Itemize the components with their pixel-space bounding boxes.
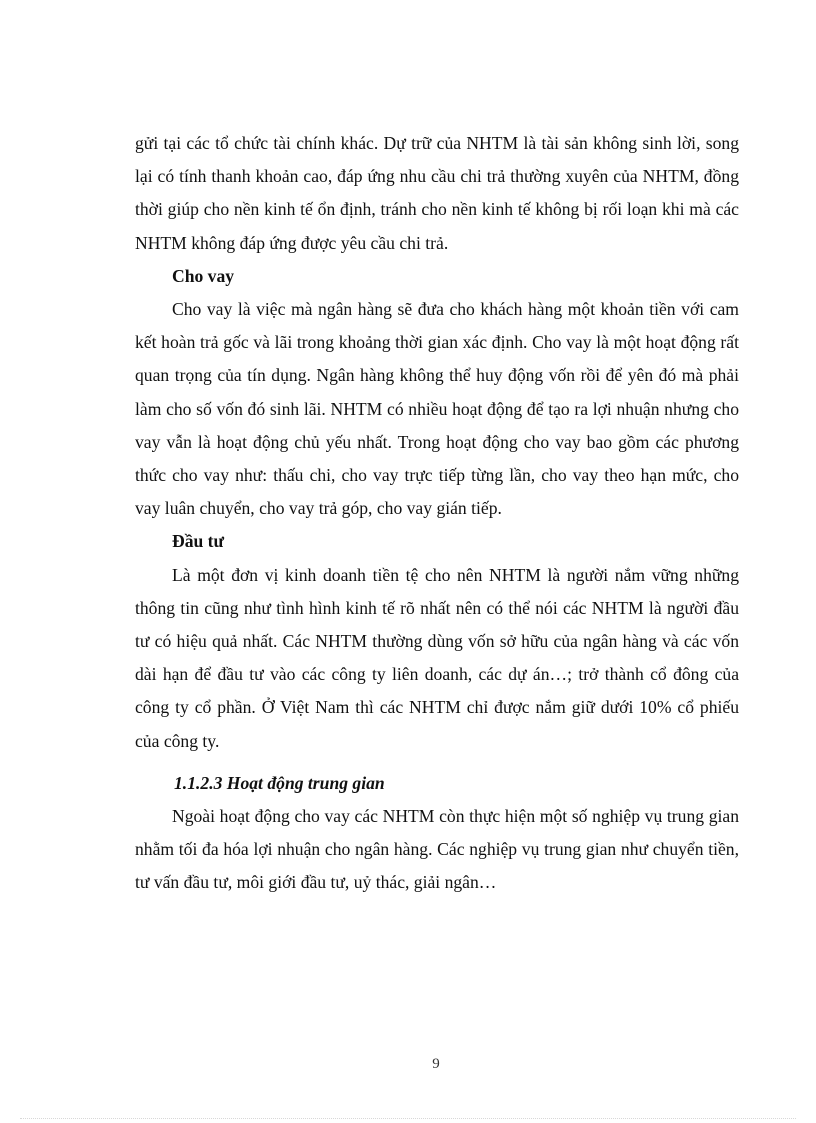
bottom-divider xyxy=(20,1118,796,1119)
page-number: 9 xyxy=(432,1056,440,1072)
dau-tu-paragraph: Là một đơn vị kinh doanh tiền tệ cho nên NHTM là người nắm vững những thông tin cũng như tình hình kinh tế rõ nhất nên có thể nói các NHTM là người đầu tư có hiệu quả nhất. Các NHTM thường dùng vốn sở hữu của ngân hàng và các vốn dài hạn để đầu tư vào các công ty liên doanh, các dự án…; trở thành cổ đông của công ty cổ phần. Ở Việt Nam thì các NHTM chỉ được nắm giữ dưới 10% cổ phiếu của công ty. xyxy=(135,564,739,751)
section-heading: 1.1.2.3 Hoạt động trung gian xyxy=(174,772,385,793)
trung-gian-paragraph: Ngoài hoạt động cho vay các NHTM còn thực hiện một số nghiệp vụ trung gian nhằm tối đa hóa lợi nhuận cho ngân hàng. Các nghiệp vụ trung gian như chuyển tiền, tư vấn đầu tư, môi giới đầu tư, uỷ thác, giải ngân… xyxy=(135,806,739,893)
cho-vay-paragraph: Cho vay là việc mà ngân hàng sẽ đưa cho khách hàng một khoản tiền với cam kết hoàn trả gốc và lãi trong khoảng thời gian xác định. Cho vay là một hoạt động rất quan trọng của tín dụng. Ngân hàng không thể huy động vốn rồi để yên đó mà phải làm cho số vốn đó sinh lãi. NHTM có nhiều hoạt động để tạo ra lợi nhuận nhưng cho vay vẫn là hoạt động chủ yếu nhất. Trong hoạt động cho vay bao gồm các phương thức cho vay như: thấu chi, cho vay trực tiếp từng lần, cho vay theo hạn mức, cho vay luân chuyển, cho vay trả góp, cho vay gián tiếp. xyxy=(135,299,739,519)
cho-vay-heading: Cho vay xyxy=(172,265,235,286)
dau-tu-heading: Đầu tư xyxy=(172,531,225,552)
continuation-paragraph: gửi tại các tổ chức tài chính khác. Dự trữ của NHTM là tài sản không sinh lời, song lại có tính thanh khoản cao, đáp ứng nhu cầu chi trả thường xuyên của NHTM, đồng thời giúp cho nền kinh tế ổn định, tránh cho nền kinh tế không bị rối loạn khi mà các NHTM không đáp ứng được yêu cầu chi trả. xyxy=(135,133,739,253)
body-text xyxy=(135,127,739,900)
